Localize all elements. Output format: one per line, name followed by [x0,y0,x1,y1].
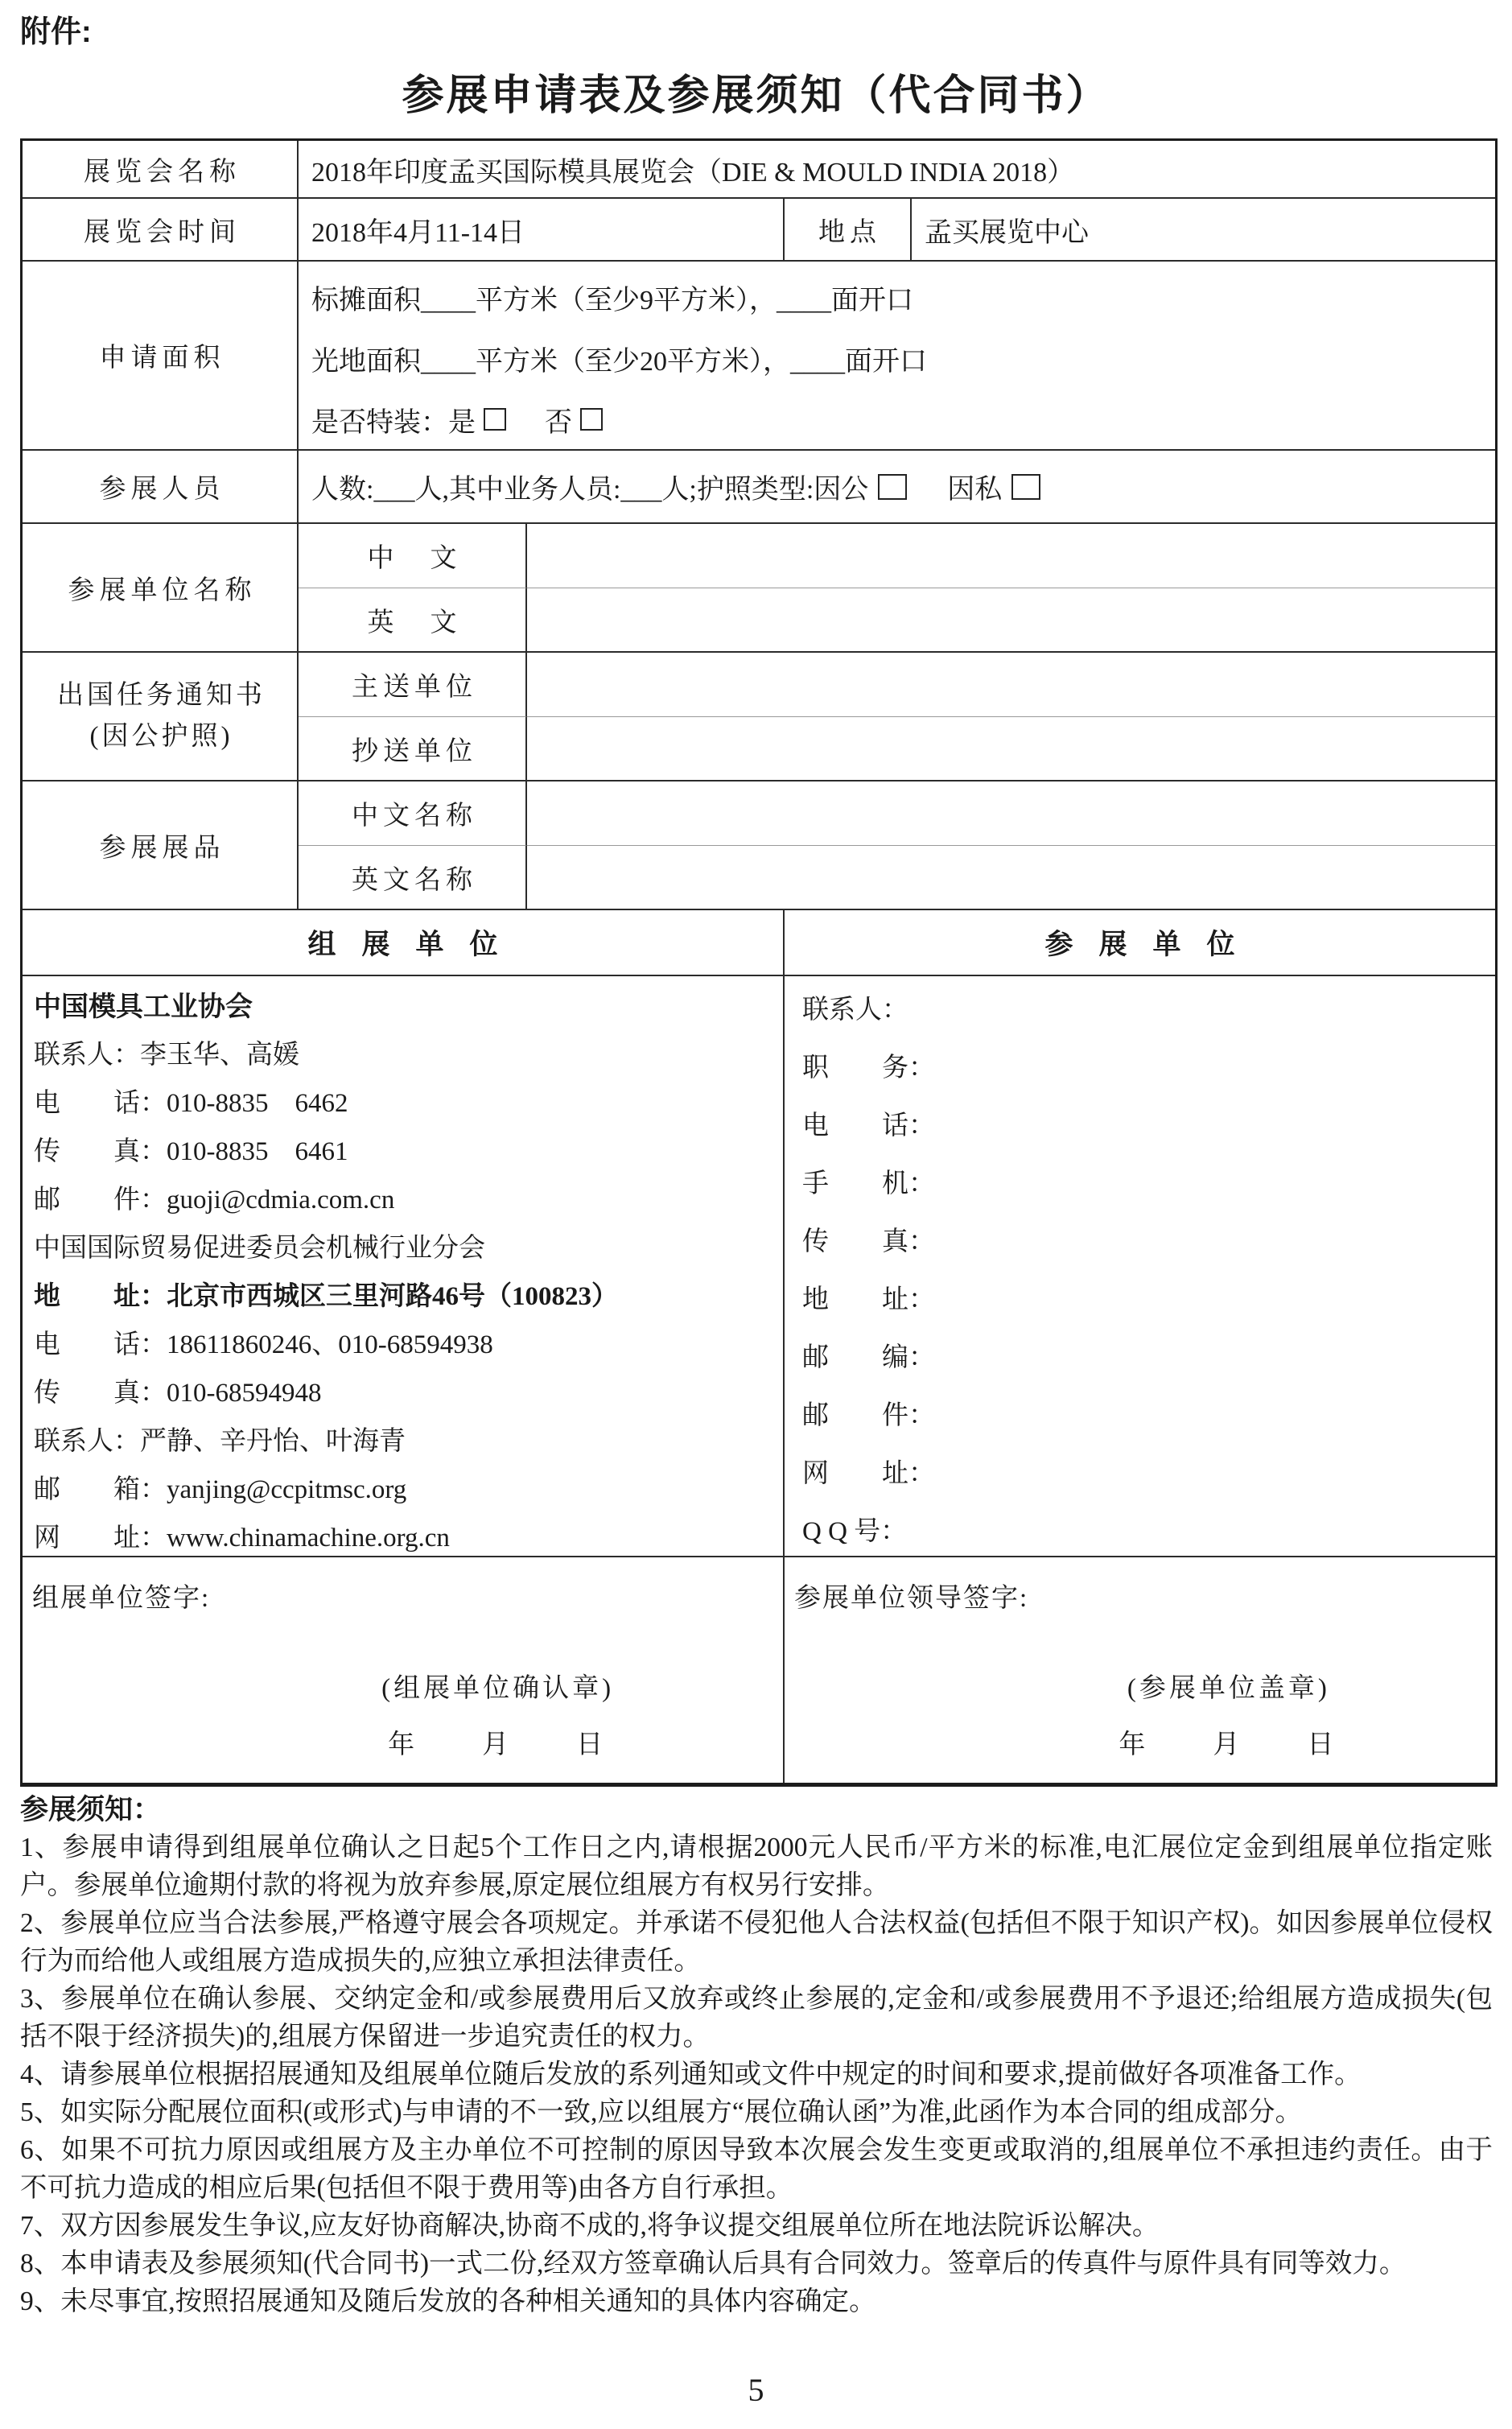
exhibitor-email-field: 邮 件： [802,1401,935,1430]
exhibitor-date-label: 年 月 日 [1119,1730,1339,1759]
exhibits-cn-value [527,781,1495,846]
task-notice-label-line2: (因公护照) [89,722,233,751]
private-passport-checkbox [1011,474,1040,500]
exhibition-name-label: 展览会名称 [23,141,299,199]
exhibits-label: 参展展品 [23,781,299,910]
cc-recipient-value [527,717,1495,781]
exhibits-cn-label: 中文名称 [299,781,527,846]
exhibitor-postcode-field: 邮 编： [802,1343,935,1372]
attachment-label: 附件: [20,15,92,49]
cc-recipient-label: 抄送单位 [299,717,527,781]
exhibitor-address-field: 地 址： [802,1285,935,1314]
task-notice-label [23,653,299,781]
special-decoration-yes-label: 是否特装：是 [311,407,476,438]
organizer-name-1: 中国模具工业协会 [34,992,253,1022]
no-checkbox [580,408,603,431]
main-recipient-label: 主送单位 [299,653,527,717]
exhibition-notes [20,1792,1493,2320]
note-item-8: 8、本申请表及参展须知(代合同书)一式二份,经双方签章确认后具有合同效力。签章后的传真件与原件具有同等效力。 [20,2249,1407,2278]
organizer-fax-2: 传 真：010-68594948 [34,1379,322,1408]
exhibition-name-value: 2018年印度孟买国际模具展览会（DIE & MOULD INDIA 2018） [299,141,1495,199]
venue-value: 孟买展览中心 [912,199,1495,262]
exhibitor-website-field: 网 址： [802,1459,935,1488]
note-item-4: 4、请参展单位根据招展通知及组展单位随后发放的系列通知或文件中规定的时间和要求,提前做好各项准备工作。 [20,2060,1362,2089]
exhibitor-signature-label: 参展单位领导签字: [794,1584,1029,1613]
note-item-2: 2、参展单位应当合法参展,严格遵守展会各项规定。并承诺不侵犯他人合法权益(包括但不限于知识产权)。如因参展单位侵权行为而给他人或组展方造成损失的,应独立承担法律责任。 [20,1908,1493,1976]
exhibition-time-value: 2018年4月11-14日 [299,199,785,262]
note-item-3: 3、参展单位在确认参展、交纳定金和/或参展费用后又放弃或终止参展的,定金和/或参展费用不予退还;给组展方造成损失(包括不限于经济损失)的,组展方保留进一步追究责任的权力。 [20,1984,1493,2052]
exhibits-en-value [527,846,1495,910]
organizer-phone-2: 电 话：18611860246、010-68594938 [34,1330,493,1359]
organizer-email-2: 邮 箱：yanjing@ccpitmsc.org [34,1475,407,1504]
task-notice-label-line1: 出国任务通知书 [57,680,266,710]
exhibitor-position-field: 职 务： [802,1054,935,1083]
organizer-address: 地 址：北京市西城区三里河路46号（100823） [34,1282,618,1311]
organizer-section-header: 组展单位 [23,910,785,976]
exhibitor-fax-field: 传 真： [802,1227,935,1256]
yes-checkbox [484,408,506,431]
exhibitor-phone-field: 电 话： [802,1111,935,1140]
note-item-5: 5、如实际分配展位面积(或形式)与申请的不一致,应以组展方“展位确认函”为准,此函作为本合同的组成部分。 [20,2097,1303,2127]
applied-area-label: 申请面积 [23,262,299,451]
organizer-email-1: 邮 件：guoji@cdmia.com.cn [34,1186,395,1214]
organizer-signature-cell [23,1557,785,1783]
organizer-signature-label: 组展单位签字: [32,1584,211,1613]
exhibitor-signature-cell [785,1557,1495,1783]
company-name-cn-label: 中 文 [299,524,527,588]
organizer-fax-1: 传 真：010-8835 6461 [34,1137,348,1166]
private-passport-label: 因私 [947,475,1003,505]
applied-area-content [299,262,1495,451]
company-name-en-label: 英 文 [299,588,527,653]
participants-content [299,451,1495,524]
organizer-phone-1: 电 话：010-8835 6462 [34,1089,348,1118]
main-recipient-value [527,653,1495,717]
organizer-contact-person-1: 联系人：李玉华、高媛 [34,1041,299,1070]
exhibits-en-label: 英文名称 [299,846,527,910]
note-item-6: 6、如果不可抗力原因或组展方及主办单位不可控制的原因导致本次展会发生变更或取消的,组展单位不承担违约责任。由于不可抗力造成的相应后果(包括但不限于费用等)由各方自行承担。 [20,2135,1493,2203]
organizer-date-label: 年 月 日 [388,1730,608,1759]
exhibition-time-label: 展览会时间 [23,199,299,262]
note-item-1: 1、参展申请得到组展单位确认之日起5个工作日之内,请根据2000元人民币/平方米的标准,电汇展位定金到组展单位指定账户。参展单位逾期付款的将视为放弃参展,原定展位组展方有权另行安排。 [20,1833,1493,1900]
exhibitor-qq-field: Q Q 号： [802,1517,908,1546]
page-title: 参展申请表及参展须知（代合同书） [402,73,1110,119]
organizer-stamp-label: (组展单位确认章) [381,1674,615,1703]
organizer-name-2: 中国国际贸易促进委员会机械行业分会 [34,1234,485,1263]
raw-space-line: 光地面积____平方米（至少20平方米），____面开口 [311,346,927,377]
organizer-contact-block [23,976,785,1557]
exhibitor-section-header: 参展单位 [785,910,1495,976]
standard-booth-line: 标摊面积____平方米（至少9平方米），____面开口 [311,285,913,315]
participants-text: 人数:___人,其中业务人员:___人;护照类型:因公 [311,475,869,505]
official-passport-checkbox [878,474,907,500]
exhibitor-contact-block [785,976,1495,1557]
exhibitor-contact-person-field: 联系人： [802,996,908,1025]
organizer-website: 网 址：www.chinamachine.org.cn [34,1524,450,1553]
note-item-9: 9、未尽事宜,按照招展通知及随后发放的各种相关通知的具体内容确定。 [20,2287,876,2316]
note-item-7: 7、双方因参展发生争议,应友好协商解决,协商不成的,将争议提交组展单位所在地法院诉讼解决。 [20,2211,1160,2241]
special-decoration-line [311,389,1495,450]
notes-heading: 参展须知： [20,1794,162,1825]
special-decoration-no-label: 否 [545,407,572,438]
organizer-contact-person-2: 联系人：严静、辛丹怡、叶海青 [34,1427,406,1456]
participants-label: 参展人员 [23,451,299,524]
page-number: 5 [748,2372,764,2408]
application-form-table [20,138,1498,1787]
exhibitor-mobile-field: 手 机： [802,1169,935,1198]
exhibitor-company-name-label: 参展单位名称 [23,524,299,653]
company-name-cn-value [527,524,1495,588]
company-name-en-value [527,588,1495,653]
exhibitor-stamp-label: (参展单位盖章) [1127,1674,1330,1703]
venue-label: 地点 [785,199,912,262]
